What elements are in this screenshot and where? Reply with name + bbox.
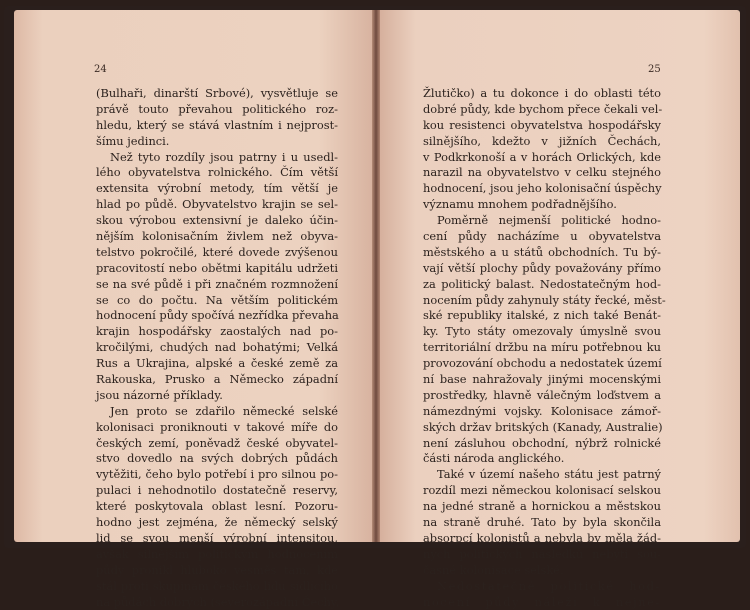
text-line: se na své půdě i při značném rozmnožení: [96, 277, 338, 293]
text-line: které poskytovala oblast lesní. Pozoru-: [96, 499, 338, 515]
text-line: se co do počtu. Na větším politickém: [96, 293, 338, 309]
left-page: [14, 10, 372, 542]
text-line: lého obyvatelstva rolnického. Čím větší: [96, 165, 338, 181]
text-line: Také v území našeho státu jest patrný: [423, 467, 661, 483]
page-number-left: 24: [94, 64, 107, 75]
text-line: hlad po půdě. Obyvatelstvo krajin se sel-: [96, 197, 338, 213]
text-line: ské republiky italské, z nich také Benát-: [423, 308, 661, 324]
text-line: časné kolonisace selské.: [423, 563, 661, 579]
text-line: hledu, který se stává vlastním i nejprost-: [96, 118, 338, 134]
text-line: významu mnohem podřadnějšího.: [423, 197, 661, 213]
right-page-text: [423, 86, 661, 610]
text-line: vají větší plochy půdy považovány přímo: [423, 261, 661, 277]
text-line: prostředky, hlavně válečným loďstvem a: [423, 388, 661, 404]
text-line: silnějšího, kdežto v jižních Čechách,: [423, 134, 661, 150]
text-line: avšak silnějším politickým hodnocením: [96, 547, 338, 563]
text-line: námezdnými vojsky. Kolonisace zámoř-: [423, 404, 661, 420]
text-line: nějším kolonisačním živlem než obyva-: [96, 229, 338, 245]
text-line: Nedostatečné politické hod-: [423, 579, 661, 595]
text-line: krajin hospodářsky zaostalých nad po-: [96, 324, 338, 340]
text-line: skou výrobou extensivní je daleko účin-: [96, 213, 338, 229]
text-line: extensita výrobní metody, tím větší je: [96, 181, 338, 197]
text-line: pracovitostí nebo obětmi kapitálu udržeti: [96, 261, 338, 277]
text-line: dobré půdy, kde bychom přece čekali vel-: [423, 102, 661, 118]
text-line: rozdíl mezi německou kolonisací selskou: [423, 483, 661, 499]
book-gutter: [372, 10, 380, 542]
open-book: [4, 6, 746, 548]
text-line: Rus a Ukrajina, alpské a české země za: [96, 356, 338, 372]
text-line: v Podkrkonoší a v horách Orlických, kde: [423, 150, 661, 166]
text-line: stál proti skupinám českého lidu sídlícího: [96, 579, 338, 595]
text-line: půdy pronikl hluboko vesměs tam, kde: [96, 563, 338, 579]
text-line: provozování obchodu a nedostatek území: [423, 356, 661, 372]
text-line: Poměrně nejmenší politické hodno-: [423, 213, 661, 229]
text-line: absorpcí kolonistů a nebyla by měla žád-: [423, 531, 661, 547]
text-line: cení půdy nacházíme u obyvatelstva: [423, 229, 661, 245]
text-line: (Bulhaři, dinarští Srbové), vysvětluje se: [96, 86, 338, 102]
left-page-text: [96, 86, 338, 610]
text-line: Žlutičko) a tu dokonce i do oblasti této: [423, 86, 661, 102]
text-line: kou resistenci obyvatelstva hospodářsky: [423, 118, 661, 134]
text-line: telstvo pokročilé, které dovede zvýšenou: [96, 245, 338, 261]
text-line: nocením půdy zahynuly státy řecké, měst-: [423, 293, 661, 309]
text-line: lid se svou menší výrobní intensitou,: [96, 531, 338, 547]
text-line: Než tyto rozdíly jsou patrny i u usedl-: [96, 150, 338, 166]
text-line: na straně druhé. Tato by byla skončila: [423, 515, 661, 531]
text-line: šímu jedinci.: [96, 134, 338, 150]
text-line: nocení půdy náleží k nejne-: [423, 595, 661, 610]
text-line: právě touto převahou politického roz-: [96, 102, 338, 118]
text-line: českých zemí, poněvadž české obyvatel-: [96, 436, 338, 452]
text-line: territoriální držbu na míru potřebnou ku: [423, 340, 661, 356]
text-line: ky. Tyto státy omezovaly úmyslně svou: [423, 324, 661, 340]
text-line: pulaci i nehodnotilo dostatečně reservy,: [96, 483, 338, 499]
text-line: kročilými, chudých nad bohatými; Velká: [96, 340, 338, 356]
text-line: části národa anglického.: [423, 451, 661, 467]
text-line: ských držav britských (Kanady, Australie): [423, 420, 661, 436]
text-line: kolonisaci proniknouti v takové míře do: [96, 420, 338, 436]
text-line: hodno jest zejména, že německý selský: [96, 515, 338, 531]
text-line: jsou názorné příklady.: [96, 388, 338, 404]
text-line: hodnocení, jsou jeho kolonisační úspěchy: [423, 181, 661, 197]
text-line: není zásluhou obchodní, nýbrž rolnické: [423, 436, 661, 452]
text-line: narazil na obyvatelstvo v celku stejného: [423, 165, 661, 181]
text-line: na jedné straně a hornickou a městskou: [423, 499, 661, 515]
text-line: ných politických následků nebýti sou-: [423, 547, 661, 563]
text-line: Jen proto se zdařilo německé selské: [96, 404, 338, 420]
page-number-right: 25: [648, 64, 661, 75]
text-line: městského a u států obchodních. Tu bý-: [423, 245, 661, 261]
text-line: ní base nahražovaly jinými mocenskými: [423, 372, 661, 388]
text-line: vytěžiti, čeho bylo potřebí i pro silnou po-: [96, 467, 338, 483]
text-line: za politický balast. Nedostatečným hod-: [423, 277, 661, 293]
text-line: na půdách dobrých (severozápadní Čechy,: [96, 595, 338, 610]
right-page: [380, 10, 740, 542]
text-line: hodnocení půdy spočívá nezřídka převaha: [96, 308, 338, 324]
text-line: stvo dovedlo na svých dobrých půdách: [96, 451, 338, 467]
text-line: Rakouska, Prusko a Německo západní: [96, 372, 338, 388]
